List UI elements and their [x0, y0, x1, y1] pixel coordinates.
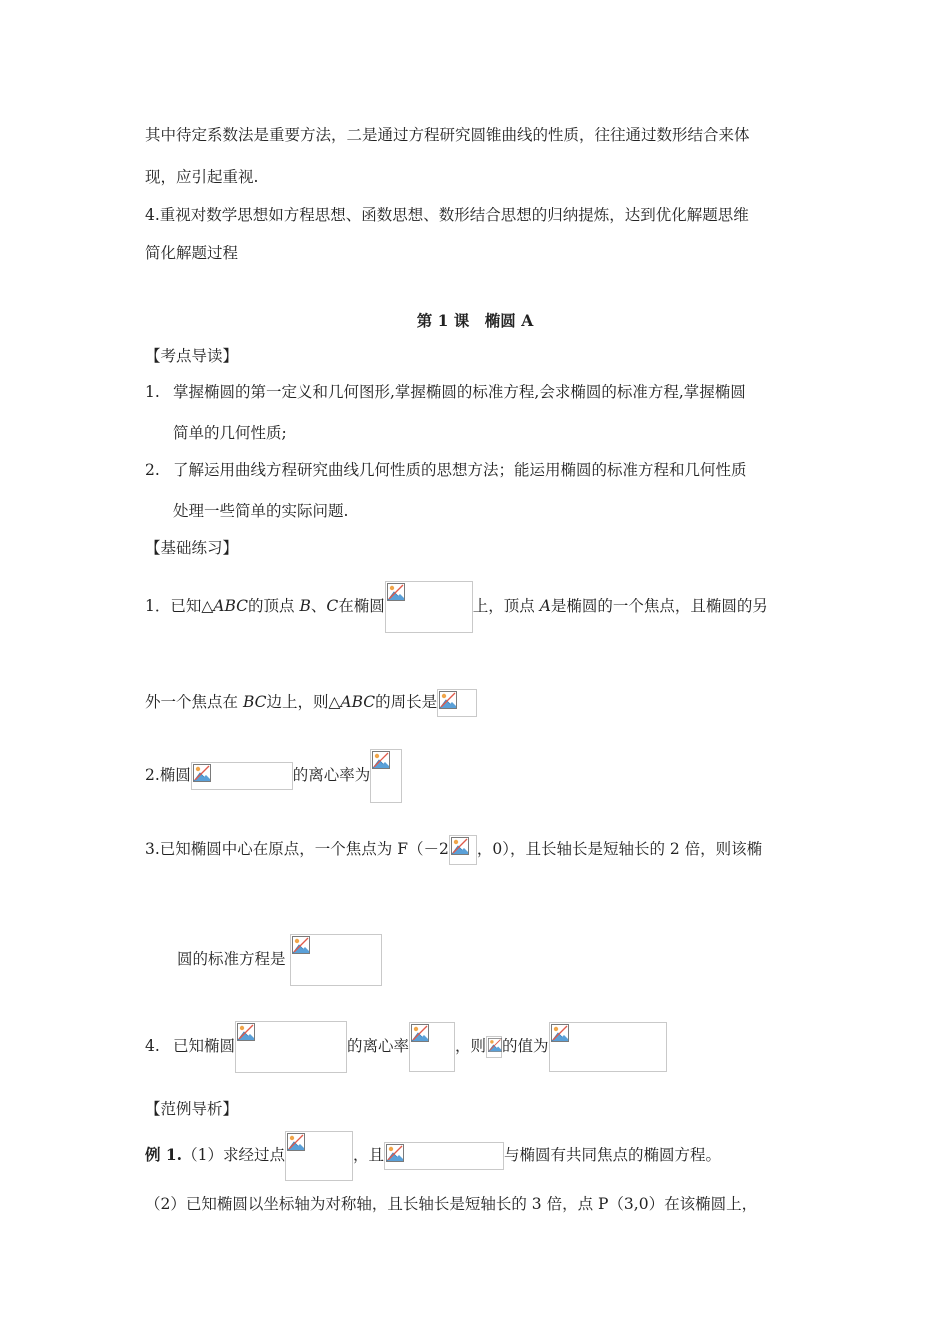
- question-4: 4. 已知椭圆 的离心率 ，则 的值为: [145, 1020, 667, 1072]
- fanli-heading: 【范例导析】: [145, 1100, 239, 1118]
- formula-image-icon: [437, 689, 477, 717]
- example-1-part-1: 例 1.（1）求经过点 ，且 与椭圆有共同焦点的椭圆方程。: [145, 1130, 721, 1180]
- kaodian-item-2-cont: 处理一些简单的实际问题.: [173, 502, 349, 520]
- intro-line-1: 其中待定系数法是重要方法，二是通过方程研究圆锥曲线的性质，往往通过数形结合来体: [145, 126, 750, 144]
- formula-image-icon: [549, 1022, 667, 1072]
- lesson-title: 第 1 课 椭圆 A: [416, 311, 534, 330]
- formula-image-icon: [285, 1131, 353, 1181]
- formula-image-icon: [290, 934, 382, 986]
- intro-line-4: 简化解题过程: [145, 244, 239, 262]
- example-1-part-2: （2）已知椭圆以坐标轴为对称轴，且长轴长是短轴长的 3 倍，点 P（3,0）在该椭圆上，: [145, 1195, 758, 1213]
- kaodian-item-1: 1. 掌握椭圆的第一定义和几何图形,掌握椭圆的标准方程,会求椭圆的标准方程,掌握椭圆: [145, 383, 746, 401]
- intro-line-3: 4.重视对数学思想如方程思想、函数思想、数形结合思想的归纳提炼，达到优化解题思维: [145, 206, 749, 224]
- formula-image-icon: [449, 835, 477, 865]
- kaodian-heading: 【考点导读】: [145, 347, 239, 365]
- kaodian-item-1-cont: 简单的几何性质;: [173, 424, 287, 442]
- question-3-line-1: 3.已知椭圆中心在原点，一个焦点为 F（－2 ，0），且长轴长是短轴长的 2 倍，则该椭: [145, 834, 762, 864]
- formula-image-icon: [486, 1036, 502, 1058]
- formula-image-icon: [235, 1021, 347, 1073]
- question-2: 2.椭圆 的离心率为: [145, 748, 402, 802]
- formula-image-icon: [409, 1022, 455, 1072]
- formula-image-icon: [385, 581, 473, 633]
- formula-image-icon: [370, 749, 402, 803]
- formula-image-icon: [384, 1142, 504, 1170]
- question-3-line-2: 圆的标准方程是: [177, 933, 382, 985]
- jichu-heading: 【基础练习】: [145, 539, 239, 557]
- formula-image-icon: [191, 762, 293, 790]
- kaodian-item-2: 2. 了解运用曲线方程研究曲线几何性质的思想方法；能运用椭圆的标准方程和几何性质: [145, 461, 747, 479]
- question-1-line-1: 1．已知△ABC的顶点 B、C在椭圆 上，顶点 A是椭圆的一个焦点，且椭圆的另: [145, 580, 768, 632]
- question-1-line-2: 外一个焦点在 BC边上，则△ABC的周长是: [145, 688, 477, 716]
- intro-line-2: 现，应引起重视.: [145, 168, 259, 186]
